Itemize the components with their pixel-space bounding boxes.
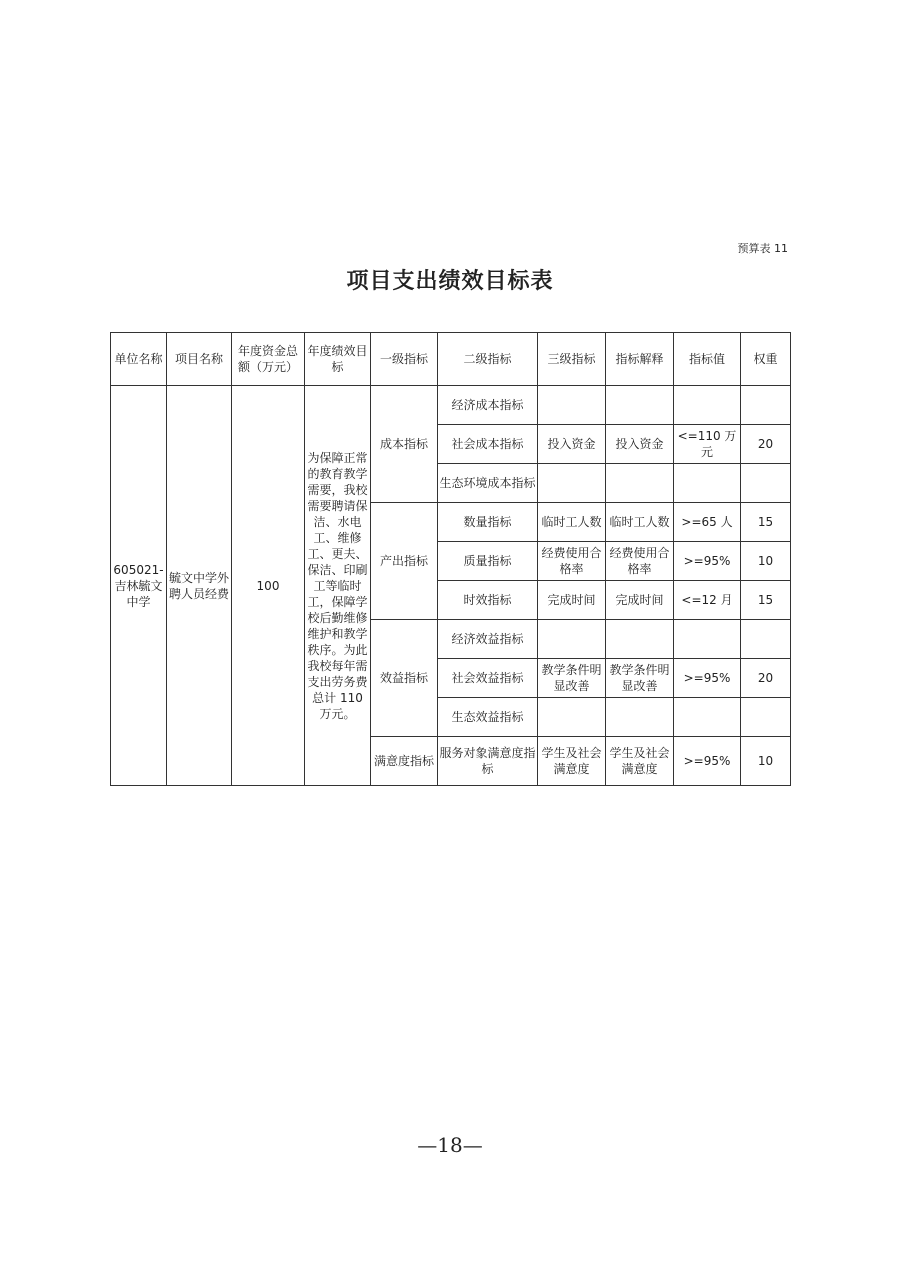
header-cell: 权重 [741,333,791,386]
level2-cell: 时效指标 [438,581,538,620]
level2-cell: 生态效益指标 [438,698,538,737]
level2-cell: 服务对象满意度指标 [438,737,538,786]
table-row [111,386,791,425]
weight-cell: 15 [741,581,791,620]
header-cell: 年度绩效目标 [305,333,371,386]
level3-cell: 完成时间 [538,581,606,620]
level2-cell: 社会效益指标 [438,659,538,698]
level3-cell: 学生及社会满意度 [538,737,606,786]
level3-cell [538,698,606,737]
weight-cell [741,620,791,659]
value-cell: >=95% [674,542,741,581]
project-name-cell: 毓文中学外聘人员经费 [167,386,232,786]
header-cell: 单位名称 [111,333,167,386]
header-cell: 一级指标 [371,333,438,386]
explanation-cell [606,464,674,503]
explanation-cell: 投入资金 [606,425,674,464]
weight-cell [741,386,791,425]
level2-cell: 生态环境成本指标 [438,464,538,503]
weight-cell [741,464,791,503]
page-title: 项目支出绩效目标表 [346,269,554,294]
explanation-cell: 临时工人数 [606,503,674,542]
header-cell: 项目名称 [167,333,232,386]
level2-cell: 数量指标 [438,503,538,542]
value-cell [674,698,741,737]
explanation-cell: 学生及社会满意度 [606,737,674,786]
level3-cell: 投入资金 [538,425,606,464]
weight-cell: 20 [741,659,791,698]
level1-cell: 产出指标 [371,503,438,620]
value-cell [674,620,741,659]
performance-table [110,332,791,786]
header-cell: 三级指标 [538,333,606,386]
level3-cell: 经费使用合格率 [538,542,606,581]
level2-cell: 经济成本指标 [438,386,538,425]
level1-cell: 效益指标 [371,620,438,737]
level3-cell: 教学条件明显改善 [538,659,606,698]
value-cell [674,464,741,503]
header-row [111,333,791,386]
page-number: —18— [417,1133,483,1157]
value-cell: >=95% [674,737,741,786]
weight-cell: 10 [741,737,791,786]
header-cell: 二级指标 [438,333,538,386]
level2-cell: 质量指标 [438,542,538,581]
unit-name-cell: 605021-吉林毓文中学 [111,386,167,786]
explanation-cell: 完成时间 [606,581,674,620]
header-cell: 指标值 [674,333,741,386]
level1-cell: 满意度指标 [371,737,438,786]
level3-cell [538,464,606,503]
level1-cell: 成本指标 [371,386,438,503]
level3-cell [538,386,606,425]
header-cell: 年度资金总额（万元） [232,333,305,386]
value-cell: <=12 月 [674,581,741,620]
explanation-cell [606,620,674,659]
explanation-cell: 经费使用合格率 [606,542,674,581]
objective-cell: 为保障正常的教育教学需要，我校需要聘请保洁、水电工、维修工、更夫、保洁、印刷工等临时工，保障学校后勤维修维护和教学秩序。为此我校每年需支出劳务费总计 110 万元。 [305,386,371,786]
explanation-cell: 教学条件明显改善 [606,659,674,698]
value-cell: <=110 万元 [674,425,741,464]
value-cell: >=65 人 [674,503,741,542]
value-cell [674,386,741,425]
explanation-cell [606,698,674,737]
level3-cell: 临时工人数 [538,503,606,542]
table-tag: 预算表 11 [737,242,788,255]
header-cell: 指标解释 [606,333,674,386]
level2-cell: 经济效益指标 [438,620,538,659]
level3-cell [538,620,606,659]
weight-cell: 10 [741,542,791,581]
weight-cell: 15 [741,503,791,542]
value-cell: >=95% [674,659,741,698]
weight-cell: 20 [741,425,791,464]
level2-cell: 社会成本指标 [438,425,538,464]
amount-cell: 100 [232,386,305,786]
explanation-cell [606,386,674,425]
weight-cell [741,698,791,737]
